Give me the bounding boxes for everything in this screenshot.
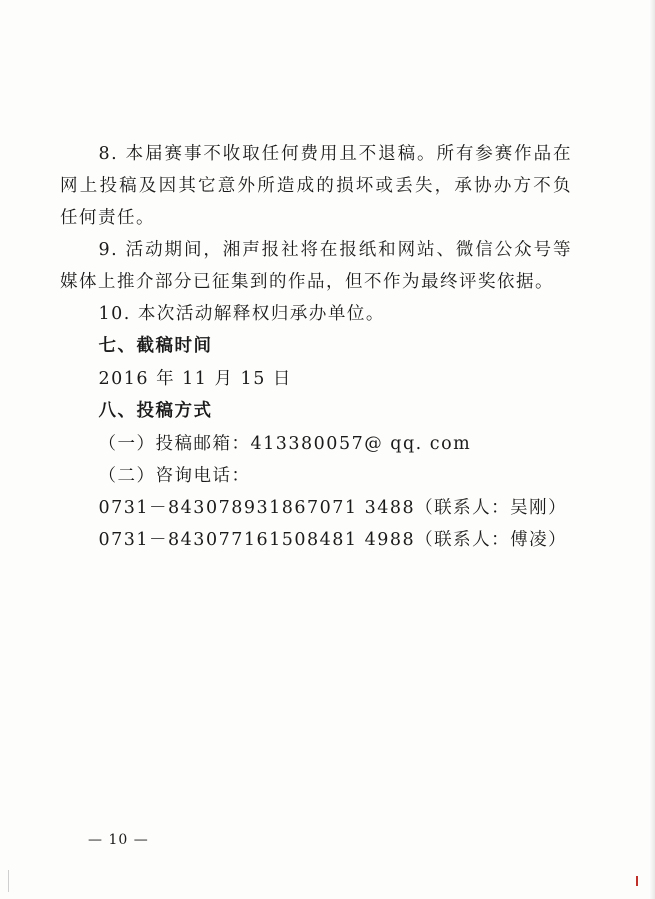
scan-edge (649, 0, 655, 899)
contact-phone-heading: （二）咨询电话： (98, 466, 251, 486)
section-heading-submission: 八、投稿方式 (98, 401, 213, 421)
submission-email: （一）投稿邮箱：413380057@ qq. com (98, 434, 472, 454)
paragraph-item-9: 9. 活动期间，湘声报社将在报纸和网站、微信公众号等媒体上推介部分已征集到的作品，但不作为最终评奖依据。 (60, 240, 572, 292)
paragraph-item-8: 8. 本届赛事不收取任何费用且不退稿。所有参赛作品在网上投稿及因其它意外所造成的损坏或丢失，承协办方不负任何责任。 (60, 144, 572, 228)
page-number: — 10 — (88, 832, 149, 848)
contact-phone-2: 0731－843077161508481 4988（联系人：傅凌） (98, 530, 568, 550)
scan-mark (636, 876, 638, 886)
section-heading-deadline: 七、截稿时间 (98, 336, 213, 356)
deadline-date: 2016 年 11 月 15 日 (98, 369, 292, 389)
contact-phone-1: 0731－843078931867071 3488（联系人：吴刚） (98, 498, 568, 518)
scan-smudge (8, 870, 19, 892)
document-body (60, 138, 572, 556)
paragraph-item-10: 10. 本次活动解释权归承办单位。 (98, 304, 385, 324)
